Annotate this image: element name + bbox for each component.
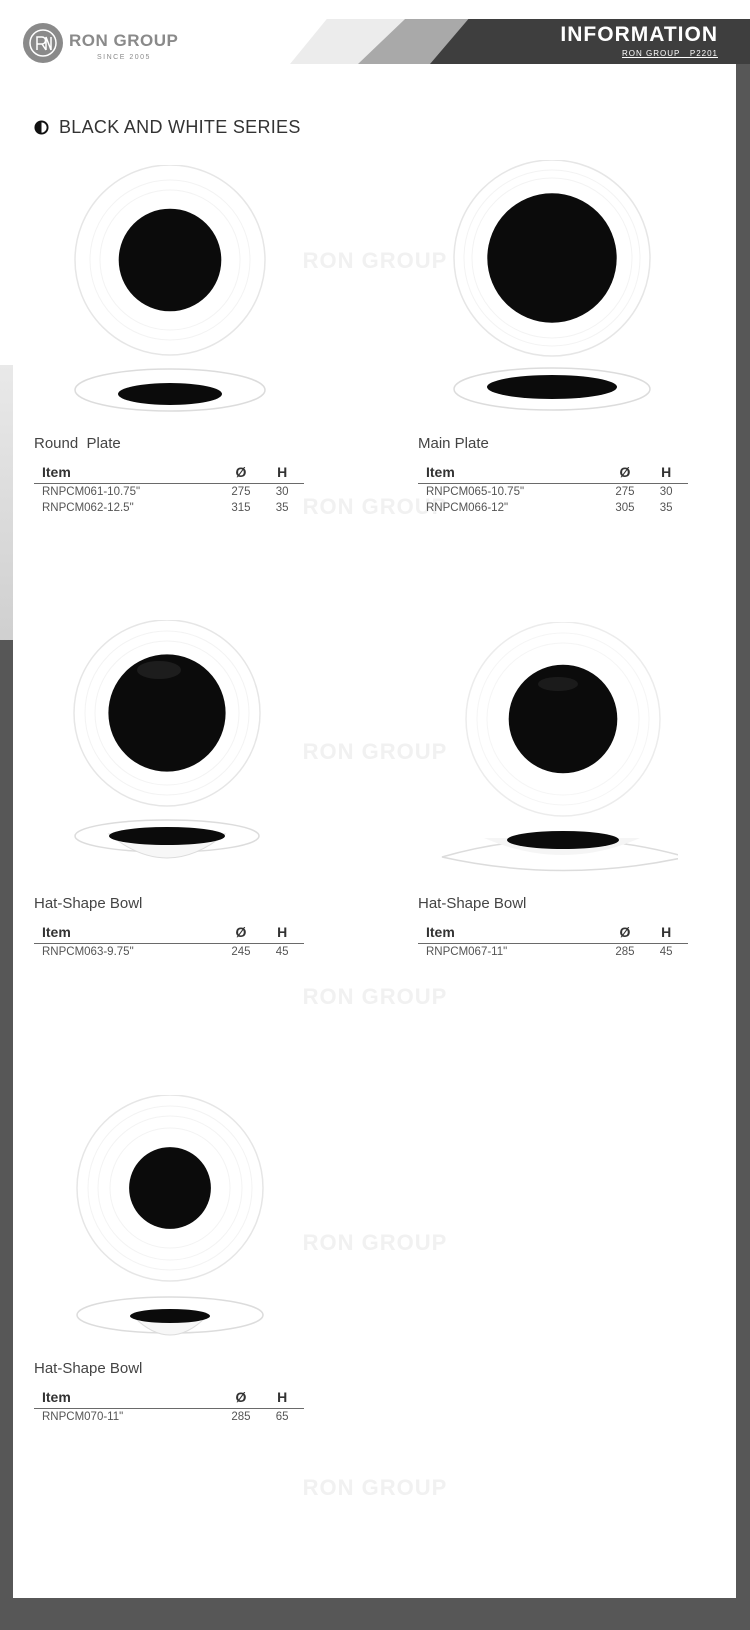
dish-illustration [34,165,274,415]
spec-table-header [418,458,688,484]
spec-table [34,458,304,516]
spec-table [34,918,304,960]
spec-table [418,458,688,516]
diameter-value: 275 [231,486,251,498]
watermark: RON GROUP [302,739,448,764]
header-title: INFORMATION [560,23,718,46]
item-code: RNPCM061-10.75" [42,486,141,498]
item-code: RNPCM065-10.75" [426,486,525,498]
spec-table-header [34,458,304,484]
frame-left-accent [0,365,14,645]
diameter-value: 285 [615,946,635,958]
spec-table-header [418,918,688,944]
height-value: 35 [275,502,289,514]
diameter-value: 285 [231,1411,251,1423]
diameter-value: 315 [231,502,251,514]
product-card [34,1095,334,1423]
watermark: RON GROUP [302,1230,448,1255]
spec-table [418,918,688,960]
col-height-header: H [277,924,288,940]
item-code: RNPCM070-11" [42,1411,124,1423]
col-height-header: H [277,1389,288,1405]
col-diameter-header: Ø [235,464,247,480]
table-row [34,1409,304,1425]
watermark: RON GROUP [302,984,448,1009]
product-card [418,622,718,958]
product-card [34,620,334,958]
height-value: 45 [275,946,289,958]
height-value: 45 [659,946,673,958]
col-height-header: H [277,464,288,480]
col-diameter-header: Ø [235,924,247,940]
spec-table [34,1383,304,1425]
height-value: 30 [275,486,289,498]
item-code: RNPCM066-12" [426,502,509,514]
diameter-value: 275 [615,486,635,498]
height-value: 65 [275,1411,289,1423]
height-value: 30 [659,486,673,498]
col-height-header: H [661,924,672,940]
table-row [34,944,304,960]
frame-right-border [736,64,750,1630]
col-item-header: Item [42,924,71,940]
dish-illustration [34,620,274,880]
section-title: BLACK AND WHITE SERIES [59,117,301,137]
frame-bottom-border [0,1598,750,1630]
spec-table-header [34,1383,304,1409]
product-name: Hat-Shape Bowl [418,895,527,912]
col-item-header: Item [42,464,71,480]
watermark: RON GROUP [302,248,448,273]
col-diameter-header: Ø [235,1389,247,1405]
col-height-header: H [661,464,672,480]
half-circle-icon [34,120,49,135]
watermark: RON GROUP [302,494,448,519]
product-name: Round Plate [34,435,121,452]
col-diameter-header: Ø [619,464,631,480]
section-heading [34,117,301,138]
item-code: RNPCM067-11" [426,946,508,958]
table-row [418,500,688,516]
product-card [418,160,718,514]
item-code: RNPCM063-9.75" [42,946,134,958]
product-name: Hat-Shape Bowl [34,895,143,912]
col-item-header: Item [426,464,455,480]
product-name: Hat-Shape Bowl [34,1360,143,1377]
table-row [418,944,688,960]
dish-illustration [34,1095,274,1355]
table-row [418,484,688,500]
frame-left-border [0,640,14,1630]
height-value: 35 [659,502,673,514]
col-diameter-header: Ø [619,924,631,940]
diameter-value: 245 [231,946,251,958]
brand-since: SINCE 2005 [97,54,151,61]
product-card [34,165,334,514]
diameter-value: 305 [615,502,635,514]
item-code: RNPCM062-12.5" [42,502,134,514]
product-name: Main Plate [418,435,489,452]
dish-illustration [418,622,678,882]
brand-name: RON GROUP [69,31,179,50]
spec-table-header [34,918,304,944]
col-item-header: Item [42,1389,71,1405]
header-subtitle: RON GROUP P2201 [622,49,718,58]
table-row [34,500,304,516]
col-item-header: Item [426,924,455,940]
brand-logo-icon [23,23,63,63]
table-row [34,484,304,500]
watermark: RON GROUP [302,1475,448,1500]
dish-illustration [418,160,678,415]
